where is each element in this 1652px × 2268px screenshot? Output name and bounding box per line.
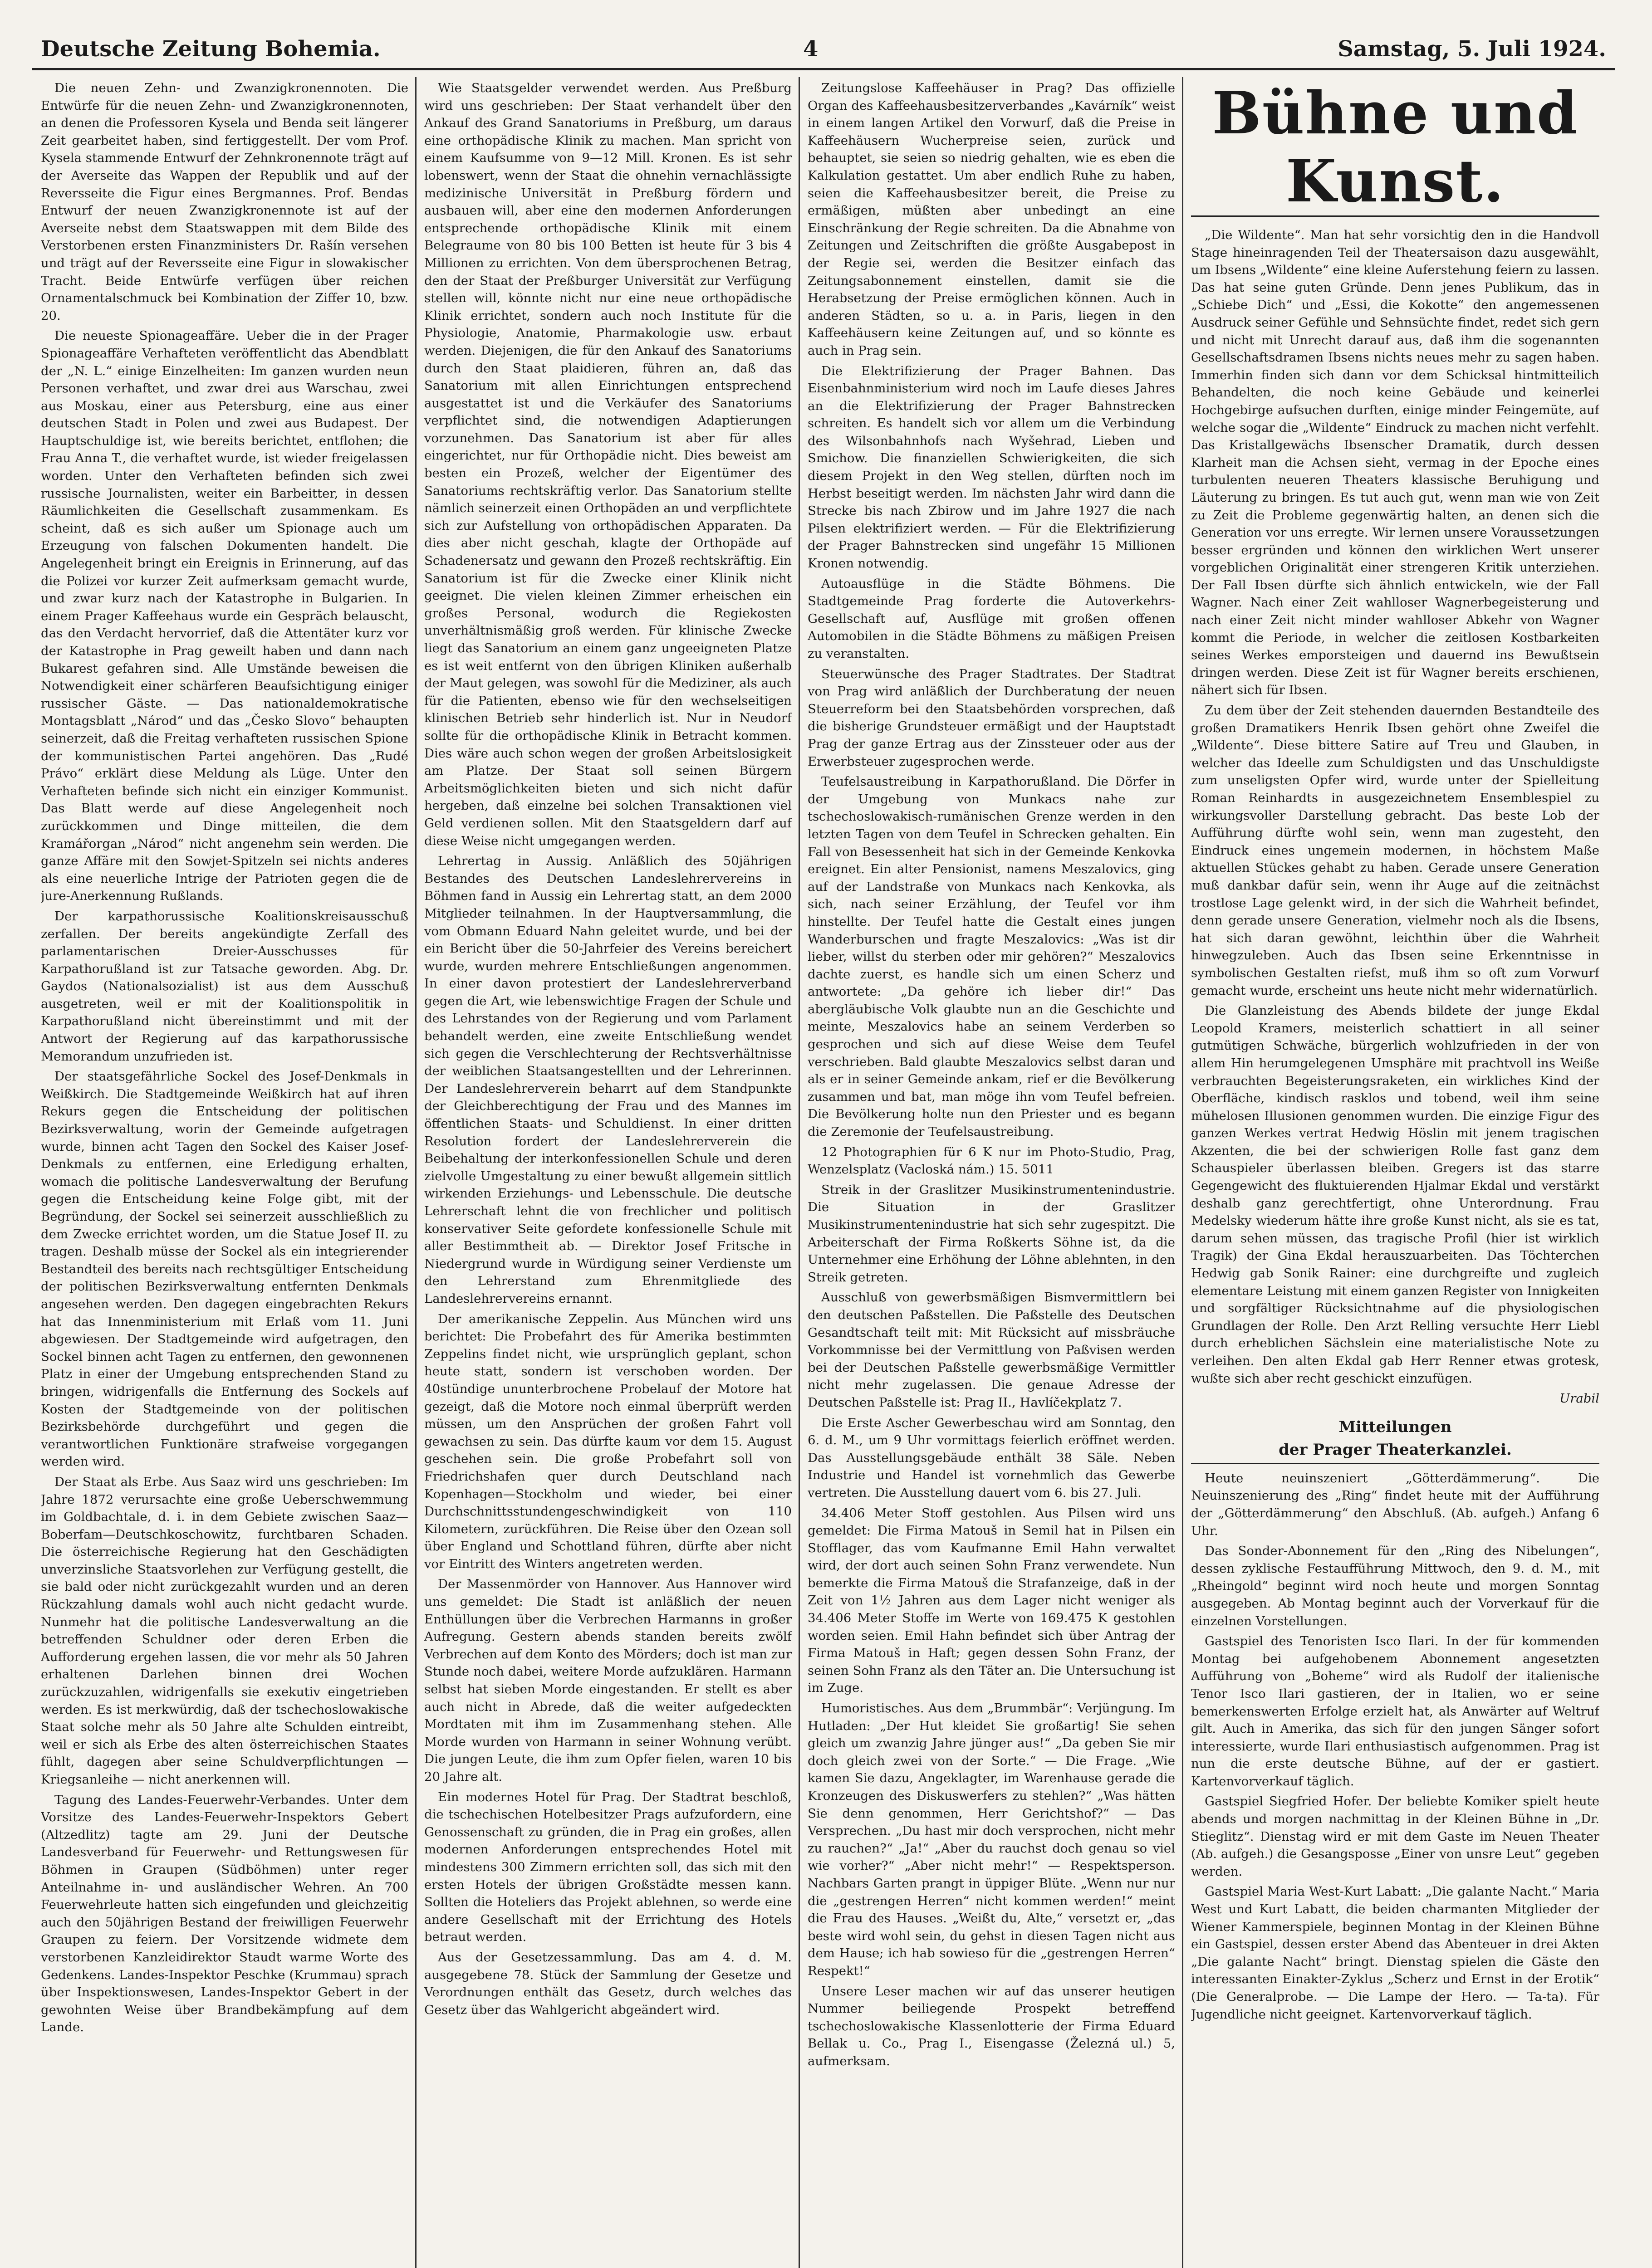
page-number: 4: [803, 36, 819, 62]
article: Der Massenmörder von Hannover. Aus Hannover wird uns gemeldet: Die Stadt ist anläßlich der neuen Enthüllungen über die Verbrechen Harmanns in großer Aufregung. Gestern abends standen bereits zwölf Verbrechen auf dem Konto des Mörders; doch ist man zur Stunde noch dabei, weitere Morde aufzuklären. Harmann selbst hat sieben Morde eingestanden. Er stellt es aber auch nicht in Abrede, daß die weiter aufgedeckten Mordtaten mit ihm im Zusammenhang stehen. Alle Morde wurden von Harmann in seiner Wohnung verübt. Die jungen Leute, die ihm zum Opfer fielen, waren 10 bis 20 Jahre alt.: [424, 1577, 792, 1784]
article: Tagung des Landes-Feuerwehr-Verbandes. Unter dem Vorsitze des Landes-Feuerwehr-Inspektors Gebert (Altzedlitz) tagte am 29. Juni der Deutsche Landesverband für Feuerwehr- und Rettungswesen für Böhmen in Graupen (Südböhmen) unter reger Anteilnahme in- und ausländischer Wehren. An 700 Feuerwehrleute hatten sich eingefunden und gleichzeitig auch den 50jährigen Bestand der freiwilligen Feuerwehr Graupen zu feiern. Der Vorsitzende widmete dem verstorbenen Kanzleidirektor Staudt warme Worte des Gedenkens. Landes-Inspektor Peschke (Krummau) sprach über Inspektionswesen, Landes-Inspektor Gebert in der gewohnten Weise über Brandbekämpfung auf dem Lande.: [41, 1792, 408, 2035]
column-4: [1191, 79, 1599, 2268]
article: Der staatsgefährliche Sockel des Josef-Denkmals in Weißkirch. Die Stadtgemeinde Weißkirch hat auf ihren Rekurs gegen die Entscheidung der politischen Bezirksverwaltung, worin der Gemeinde aufgetragen wurde, binnen acht Tagen den Sockel des Kaiser Josef-Denkmals zu entfernen, eine Erledigung erhalten, womach die politische Landesverwaltung der Berufung gegen die Entscheidung keine Folge gibt, mit der Begründung, der Sockel sei seinerzeit ausschließlich zu dem Zwecke errichtet worden, um die Statue Josef II. zu tragen. Deshalb müsse der Sockel als ein integrierender Bestandteil des bereits nach rechtsgültiger Entscheidung der politischen Bezirksverwaltung entfernten Denkmals angesehen werden. Den dagegen eingebrachten Rekurs hat das Innenministerium mit Erlaß vom 11. Juni abgewiesen. Der Stadtgemeinde wird aufgetragen, den Sockel binnen acht Tagen zu entfernen, den gewonnenen Platz in einer der Umgebung entsprechenden Stand zu bringen, widrigenfalls die Entfernung des Sockels auf Kosten der Stadtgemeinde von der politischen Bezirksbehörde durchgeführt und gegen die verantwortlichen Funktionäre strafweise vorgegangen werden wird.: [41, 1069, 408, 1469]
column-2: [424, 79, 792, 2268]
article: Der karpathorussische Koalitionskreisausschuß zerfallen. Der bereits angekündigte Zerfall des parlamentarischen Dreier-Ausschusses für Karpathorußland ist zur Tatsache geworden. Abg. Dr. Gaydos (Nationalsozialist) ist aus dem Ausschuß ausgetreten, weil er mit der Koalitionspolitik in Karpathorußland nicht übereinstimmt und mit der Antwort der Regierung auf das karpathorussische Memorandum unzufrieden ist.: [41, 909, 408, 1064]
column-divider: [1182, 77, 1183, 2268]
article: Aus der Gesetzessammlung. Das am 4. d. M. ausgegebene 78. Stück der Sammlung der Gesetze und Verordnungen enthält das Gesetz, durch welches das Gesetz über das Wahlgericht abgeändert wird.: [424, 1950, 792, 2017]
article: Heute neuinszeniert „Götterdämmerung“. Die Neuinszenierung des „Ring“ findet heute mit der Aufführung der „Götterdämmerung“ den Abschluß. (Ab. aufgeh.) Anfang 6 Uhr.: [1191, 1471, 1599, 1538]
article: Ein modernes Hotel für Prag. Der Stadtrat beschloß, die tschechischen Hotelbesitzer Prags aufzufordern, eine Genossenschaft zu gründen, die in Prag ein großes, allen modernen Anforderungen entsprechendes Hotel mit mindestens 300 Zimmern errichten soll, das sich mit den ersten Hotels der übrigen Großstädte messen kann. Sollten die Hoteliers das Projekt ablehnen, so werde eine andere Gesellschaft mit der Errichtung des Hotels betraut werden.: [424, 1789, 792, 1945]
issue-date: Samstag, 5. Juli 1924.: [1338, 36, 1606, 62]
article: Unsere Leser machen wir auf das unserer heutigen Nummer beiliegende Prospekt betreffend tschechoslowakische Klassenlotterie der Firma Eduard Bellak u. Co., Prag I., Eisengasse (Železná ul.) 5, aufmerksam.: [808, 1984, 1175, 2068]
article: Teufelsaustreibung in Karpathorußland. Die Dörfer in der Umgebung von Munkacs nahe zur tschechoslowakisch-rumänischen Grenze werden in den letzten Tagen von dem Teufel in Schrecken gehalten. Ein Fall von Besessenheit hat sich in der Gemeinde Kenkovka ereignet. Ein alter Pensionist, namens Meszalovics, ging auf der Landstraße von Munkacs nach Kenkovka, als sich, nach seiner Erzählung, der Teufel vor ihm hinstellte. Der Teufel hatte die Gestalt eines jungen Wanderburschen und fragte Meszalovics: „Was ist dir lieber, willst du sterben oder mir gehören?“ Meszalovics dachte zuerst, es handle sich um einen Scherz und antwortete: „Da gehöre ich lieber dir!“ Das abergläubische Volk glaubte nun an die Geschichte und meinte, Meszalovics habe an seinem Verderben so gesprochen und sich auf diese Weise dem Teufel verschrieben. Bald glaubte Meszalovics selbst daran und als er in seiner Gemeinde ankam, rief er die Bevölkerung zusammen und bat, man möge ihn vom Teufel befreien. Die Bevölkerung holte nun den Priester und es begann die Zeremonie der Teufelsaustreibung.: [808, 774, 1175, 1139]
article: Gastspiel Maria West-Kurt Labatt: „Die galante Nacht.“ Maria West und Kurt Labatt, die beiden charmanten Mitglieder der Wiener Kammerspiele, beginnen Montag in der Kleinen Bühne ein Gastspiel, dessen erster Abend das Abenteuer in drei Akten „Die galante Nacht“ bringt. Dienstag spielen die Gäste den interessanten Einakter-Zyklus „Scherz und Ernst in der Erotik“ (Die Generalprobe. — Die Lampe der Hero. — Ta-ta). Für Jugendliche nicht geeignet. Kartenvorverkauf täglich.: [1191, 1884, 1599, 2022]
article: Autoausflüge in die Städte Böhmens. Die Stadtgemeinde Prag forderte die Autoverkehrs-Gesellschaft auf, Ausflüge mit großen offenen Automobilen in die Städte Böhmens zu mäßigen Preisen zu veranstalten.: [808, 576, 1175, 661]
article: Zu dem über der Zeit stehenden dauernden Bestandteile des großen Dramatikers Henrik Ibsen gehört ohne Zweifel die „Wildente“. Diese bittere Satire auf Treu und Glauben, in welcher das Ideelle zum Schuldigsten und das Unschuldigste zum unseligsten Opfer wird, wurde unter der Spielleitung Roman Reinhardts in ausgezeichnetem Ensemblespiel zu wirkungsvoller Darstellung gebracht. Das beste Lob der Aufführung dürfte wohl sein, wenn man zugesteht, den Eindruck eines ungemein modernen, in höchstem Maße aktuellen Stückes gehabt zu haben. Gerade unsere Generation muß dankbar dafür sein, wenn ihr Auge auf die zeitnächst trostlose Lage gelenkt wird, in der sich die Wahrheit befindet, denn gerade unsere Generation, vielmehr noch als die Ibsens, hat sich daran gewöhnt, leichthin über die Wahrheit hinwegzuleben. Auch das Ibsen seine Erkenntnisse in symbolischen Gestalten riefst, muß ihm so oft zum Vorwurf gemacht wurde, erscheint uns heute nicht mehr widernatürlich.: [1191, 703, 1599, 998]
section-title: Bühne und Kunst.: [1191, 79, 1599, 217]
article: „Die Wildente“. Man hat sehr vorsichtig den in die Handvoll Stage hineinragenden Teil der Theatersaison dazu ausgewählt, um Ibsens „Wildente“ eine kleine Auferstehung feiern zu lassen. Das hat seine guten Gründe. Denn jenes Publikum, das in „Schiebe Dich“ und „Essi, die Kokotte“ den angemessenen Ausdruck seiner Gefühle und Sehnsüchte findet, redet sich gern und nicht mit Unrecht darauf aus, daß ihm die sogenannten Gesellschaftsdramen Ibsens nichts neues mehr zu sagen haben. Immerhin finden sich dann vor dem Schicksal hintmitteilich Behandelten, die noch keine Gebäude und keinerlei Hochgebirge aufsuchen durften, einige minder Feingemüte, auf welche sogar die „Wildente“ Eindruck zu machen nicht verfehlt. Das Kristallgewächs Ibsenscher Dramatik, durch dessen Klarheit man die Achsen sieht, vermag in der Epoche eines turbulenten neueren Theaters klassische Beruhigung und Läuterung zu bringen. Es tut auch gut, wenn man wie von Zeit zu Zeit die Probleme gegenwärtig halten, an denen sich die Generation vor uns erregte. Wir lernen unsere Voraussetzungen besser ergründen und können den wirklichen Wert unserer vorgeblichen Originalität einer strengeren Kritik unterziehen. Der Fall Ibsen dürfte sich ähnlich entwickeln, wie der Fall Wagner. Nach einer Zeit wahlloser Wagnerbegeisterung und nach einer Zeit nicht minder wahlloser Abkehr von Wagner kommt die Periode, in welcher die zeitlosen Kostbarkeiten seines Werkes emporsteigen und dauernd ins Bewußtsein dringen werden. Diese Zeit ist für Wagner bereits erschienen, nähert sich für Ibsen.: [1191, 228, 1599, 698]
subsection-title: Mitteilungen: [1338, 1418, 1452, 1436]
article: Die Erste Ascher Gewerbeschau wird am Sonntag, den 6. d. M., um 9 Uhr vormittags feierlich eröffnet werden. Das Ausstellungsgebäude enthält 38 Säle. Neben Industrie und Handel ist vornehmlich das Gewerbe vertreten. Die Ausstellung dauert vom 6. bis 27. Juli.: [808, 1415, 1175, 1500]
article: Die Elektrifizierung der Prager Bahnen. Das Eisenbahnministerium wird noch im Laufe dieses Jahres an die Elektrifizierung der Prager Bahnstrecken schreiten. Es handelt sich vor allem um die Verbindung des Wilsonbahnhofs nach Wyšehrad, Lieben und Smichow. Die finanziellen Schwierigkeiten, die sich diesem Projekt in den Weg stellen, dürften noch im Herbst beseitigt werden. Im nächsten Jahr wird dann die Strecke bis nach Zbirow und im Jahre 1927 die nach Pilsen elektrifiziert werden. — Für die Elektrifizierung der Prager Bahnstrecken sind ungefähr 15 Millionen Kronen notwendig.: [808, 363, 1175, 571]
article: 34.406 Meter Stoff gestohlen. Aus Pilsen wird uns gemeldet: Die Firma Matouš in Semil hat in Pilsen ein Stofflager, das vom Kaufmanne Emil Hahn verwaltet wird, der dort auch seinen Sohn Franz verwendete. Nun bemerkte die Firma Matouš die Strafanzeige, daß in der Zeit von 1½ Jahren aus dem Lager nicht weniger als 34.406 Meter Stoffe im Werte von 169.475 K gestohlen worden seien. Emil Hahn befindet sich über Antrag der Firma Matouš in Haft; gegen dessen Sohn Franz, der seinen Sohn Franz als den Täter an. Die Untersuchung ist im Zuge.: [808, 1505, 1175, 1696]
newspaper-page: [32, 27, 1615, 2268]
article: Die Glanzleistung des Abends bildete der junge Ekdal Leopold Kramers, meisterlich schattiert in all seiner gutmütigen Schwäche, bürgerlich wohlzufrieden in der von allem Hin herumgelegenen Umsphäre mit prachtvoll ins Weiße verbrauchten Begeisterungsraketen, ein wirkliches Kind der Oberfläche, kindisch rasklos und tobend, weil ihm seine mühelosen Illusionen genommen wurden. Die einzige Figur des ganzen Werkes vertrat Hedwig Höslin mit jenem tragischen Akzenten, die bei der schwierigen Rolle fast ganz dem Schauspieler überlassen bleiben. Gregers ist das starre Gegengewicht des fluktuierenden Hjalmar Ekdal und verstärkt deshalb ganz gerechtfertigt, ohne Unterordnung. Frau Medelsky wiederum hätte ihre große Kunst nicht, als sie es tat, darum sehen müssen, das tragische Profil (hier ist wirklich Tragik) der Gina Ekdal herauszuarbeiten. Das Töchterchen Hedwig gab Sonik Rainer: eine durchgreifte und zugleich elementare Leistung mit einem ganzen Register von Innigkeiten und sorgfältiger Rücksichtnahme auf die physiologischen Grundlagen der Rolle. Den Arzt Relling versuchte Herr Liebl durch erheblichen Sächslein eine materialistische Note zu verleihen. Den alten Ekdal gab Herr Renner etwas grotesk, wußte sich aber recht geschickt einzufügen.: [1191, 1003, 1599, 1386]
article: Der Staat als Erbe. Aus Saaz wird uns geschrieben: Im Jahre 1872 verursachte eine große Ueberschwemmung im Goldbachtale, d. i. in dem Gebiete zwischen Saaz—Boberfam—Deutschkoschowitz, furchtbaren Schaden. Die österreichische Regierung hat den Geschädigten unverzinsliche Staatsvorlehen zur Verfügung gestellt, die sie bald oder nicht zurückgezahlt wurden und an deren Rückzahlung damals wohl auch nicht gedacht wurde. Nunmehr hat die politische Landesverwaltung an die betreffenden Schuldner oder deren Erben die Aufforderung ergehen lassen, die vor mehr als 50 Jahren erhaltenen Darlehen binnen drei Wochen zurückzuzahlen, widrigenfalls sie exekutiv eingetrieben werden. Es ist merkwürdig, daß der tschechoslowakische Staat solche mehr als 50 Jahre alte Schulden eintreibt, weil er sich als Erbe des alten österreichischen Staates fühlt, dagegen aber seine Schuldverpflichtungen — Kriegsanleihe — nicht anerkennen will.: [41, 1474, 408, 1787]
article: Wie Staatsgelder verwendet werden. Aus Preßburg wird uns geschrieben: Der Staat verhandelt über den Ankauf des Grand Sanatoriums in Preßburg, um daraus eine orthopädische Klinik zu machen. Man spricht von einem Kaufsumme von 9—12 Mill. Kronen. Es ist sehr lobenswert, wenn der Staat die ohnehin vernachlässigte medizinische Universität in Preßburg fördern und ausbauen will, aber eine den modernen Anforderungen entsprechende orthopädische Klinik mit einem Belegraume von 80 bis 100 Betten ist heute für 3 bis 4 Millionen zu errichten. Von dem übersprochenen Betrag, den der Staat der Preßburger Universität zur Verfügung stellen will, könnte nicht nur eine neue orthopädische Klinik errichtet, sondern auch noch Institute für die Physiologie, Anatomie, Pharmakologie usw. erbaut werden. Diejenigen, die für den Ankauf des Sanatoriums durch den Staat plaidieren, führen an, daß das Sanatorium mit allen Einrichtungen entsprechend ausgestattet ist und die Verkäufer des Sanatoriums verpflichtet sind, die notwendigen Adaptierungen vorzunehmen. Das Sanatorium ist aber für alles eingerichtet, nur für Orthopädie nicht. Dies beweist am besten ein Prozeß, welcher der Eigentümer des Sanatoriums rechtskräftig verlor. Das Sanatorium stellte nämlich seinerzeit einen Orthopäden an und verpflichtete sich zur Aufstellung von orthopädischen Apparaten. Da dies aber nicht geschah, klagte der Orthopäde auf Schadenersatz und gewann den Prozeß rechtskräftig. Ein Sanatorium ist für die Zwecke einer Klinik nicht geeignet. Die vielen kleinen Zimmer erheischen ein großes Personal, wodurch die Regiekosten unverhältnismäßig groß werden. Für klinische Zwecke liegt das Sanatorium an einem ganz ungeeigneten Platze es ist weit entfernt von den übrigen Kliniken außerhalb der Maut gelegen, was sowohl für die Mediziner, als auch für die Patienten, ebenso wie für den wechselseitigen klinischen Betrieb sehr hinderlich ist. Nur in Neudorf sollte für die orthopädische Klinik in Betracht kommen. Dies wäre auch schon wegen der großen Arbeitslosigkeit am Platze. Der Staat soll seinen Bürgern Arbeitsmöglichkeiten bieten und sich nicht dafür hergeben, daß einzelne bei solchen Transaktionen viel Geld verdienen sollen. Mit den Staatsgeldern darf auf diese Weise nicht umgegangen werden.: [424, 81, 792, 848]
masthead: [32, 27, 1615, 70]
article: Das Sonder-Abonnement für den „Ring des Nibelungen“, dessen zyklische Festaufführung Mittwoch, den 9. d. M., mit „Rheingold“ beginnt wird noch heute und morgen Sonntag ausgegeben. Ab Montag beginnt auch der Vorverkauf für die einzelnen Vorstellungen.: [1191, 1544, 1599, 1628]
author-signature: Urabil: [1559, 1391, 1599, 1406]
article: Humoristisches. Aus dem „Brummbär“: Verjüngung. Im Hutladen: „Der Hut kleidet Sie großartig! Sie sehen gleich um zwanzig Jahre jünger aus!“ „Da geben Sie mir doch gleich zwei von der Sorte.“ — Die Frage. „Wie kamen Sie dazu, Angeklagter, im Warenhause gerade die Kronzeugen des Diskuswerfers zu stehlen?“ „Was hätten Sie denn genommen, Herr Gerichtshof?“ — Das Versprechen. „Du hast mir doch versprochen, nicht mehr zu rauchen?“ „Ja!“ „Aber du rauchst doch genau so viel wie vorher?“ „Aber nicht mehr!“ — Respektsperson. Nachbars Garten prangt in üppiger Blüte. „Wenn nur nur die „gestrengen Herren“ nicht kommen werden!“ meint die Frau des Hauses. „Weißt du, Alte,“ versetzt er, „das beste wird wohl sein, du gehst in diesen Tagen nicht aus dem Hause; ich hab sowieso für die „gestrengen Herren“ Respekt!“: [808, 1701, 1175, 1978]
advertisement: 12 Photographien für 6 K nur im Photo-Studio, Prag, Wenzelsplatz (Vacloská nám.) 15. 5011: [808, 1144, 1175, 1177]
column-1: [41, 79, 408, 2268]
column-3: [808, 79, 1175, 2268]
column-divider: [415, 77, 417, 2268]
article: Lehrertag in Aussig. Anläßlich des 50jährigen Bestandes des Deutschen Landeslehrervereins in Böhmen fand in Aussig ein Lehrertag statt, an dem 2000 Mitglieder teilnahmen. In der Hauptversammlung, die vom Obmann Eduard Nahn geleitet wurde, und bei der ein Bericht über die 50-Jahrfeier des Vereins bereichert wurde, wurden mehrere Entschließungen angenommen. In einer davon protestiert der Landeslehrerverband gegen die Art, wie lebenswichtige Fragen der Schule und des Lehrstandes von der Regierung und vom Parlament behandelt werden, eine zweite Entschließung wendet sich gegen die Verschlechterung der Rechtsverhältnisse der weiblichen Staatsangestellten und der Lehrerinnen. Der Landeslehrerverein beharrt auf dem Standpunkte der Gleichberechtigung der Frau und des Mannes im öffentlichen Staats- und Schuldienst. In einer dritten Resolution fordert der Landeslehrerverein die Beibehaltung der interkonfessionellen Schule und deren zielvolle Umgestaltung zu einer bewußt allgemein sittlich wirkenden Erziehungs- und Lebensschule. Die deutsche Lehrerschaft lehnt die von frechlicher und politisch konservativer Seite gefordete konfessionelle Schule mit aller Bestimmtheit ab. — Direktor Josef Fritsche in Niedergrund wurde in Würdigung seiner Verdienste um den Lehrerstand zum Ehrenmitgliede des Landeslehrervereins ernannt.: [424, 854, 792, 1306]
article: Zeitungslose Kaffeehäuser in Prag? Das offizielle Organ des Kaffeehausbesitzerverbandes „Kavárník“ weist in einem langen Artikel den Vorwurf, daß die Preise in Kaffeehäusern Wucherpreise seien, zurück und behauptet, sie seien so niedrig gehalten, wie es eben die Kalkulation gestattet. Um aber endlich Ruhe zu haben, seien die Kaffeehausbesitzer bereit, die Preise zu ermäßigen, müßten aber unbedingt an eine Einschränkung der Regie schreiten. Da die Abnahme von Zeitungen und Zeitschriften die größte Ausgabepost in der Regie sei, werden die Besitzer einfach das Zeitungsabonnement einstellen, damit sie die Herabsetzung der Preise ermöglichen können. Auch in anderen Städten, so u. a. in Paris, liegen in den Kaffeehäusern keine Zeitungen auf, und so könnte es auch in Prag sein.: [808, 81, 1175, 358]
article: Die neuen Zehn- und Zwanzigkronennoten. Die Entwürfe für die neuen Zehn- und Zwanzigkronennoten, an denen die Professoren Kysela und Benda seit längerer Zeit gearbeitet haben, sind fertiggestellt. Der vom Prof. Kysela stammende Entwurf der Zehnkronennote trägt auf der Averseite das Wappen der Republik und auf der Reversseite die Figur eines Bergmannes. Prof. Bendas Entwurf der neuen Zwanzigkronennote ist auf der Averseite nebst dem Staatswappen mit dem Bilde des Verstorbenen ersten Finanzministers Dr. Rašín versehen und trägt auf der Reversseite eine Figur in slowakischer Tracht. Beide Entwürfe verfügen über reichen Ornamentalschmuck bei Kombination der Ziffer 10, bzw. 20.: [41, 81, 408, 323]
article: Der amerikanische Zeppelin. Aus München wird uns berichtet: Die Probefahrt des für Amerika bestimmten Zeppelins findet nicht, wie ursprünglich geplant, schon heute statt, sondern ist verschoben worden. Der 40stündige ununterbrochene Probelauf der Motore hat gezeigt, daß die Motore noch einmal überprüft werden müssen, um den Ansprüchen der großen Fahrt voll gewachsen zu sein. Das dürfte kaum vor dem 15. August geschehen sein. Die große Probefahrt soll von Friedrichshafen quer durch Deutschland nach Kopenhagen—Stockholm und wieder, bei einer Durchschnittsstundengeschwindigkeit von 110 Kilometern, zurückführen. Die Reise über den Ozean soll über England und Schottland führen, dürfte aber nicht vor Eintritt des Winters angetreten werden.: [424, 1311, 792, 1571]
article: Gastspiel des Tenoristen Isco Ilari. In der für kommenden Montag bei aufgehobenem Abonnement angesetzten Aufführung von „Boheme“ wird als Rudolf der italienische Tenor Isco Ilari gastieren, der in Italien, wo er seine bemerkenswerten Erfolge erzielt hat, als Anwärter auf Weltruf gilt. Auch in Amerika, das sich für den jungen Sänger sofort interessierte, wurde Ilari enthusiastisch aufgenommen. Prag ist nun die erste deutsche Bühne, auf der er gastiert. Kartenvorverkauf täglich.: [1191, 1634, 1599, 1789]
article: Streik in der Graslitzer Musikinstrumentenindustrie. Die Situation in der Graslitzer Musikinstrumentenindustrie hat sich sehr zugespitzt. Die Arbeiterschaft der Firma Roßkerts Söhne ist, da die Unternehmer eine Erhöhung der Löhne ablehnten, in den Streik getreten.: [808, 1182, 1175, 1285]
article: Die neueste Spionageaffäre. Ueber die in der Prager Spionageaffäre Verhafteten veröffentlicht das Abendblatt der „N. L.“ einige Einzelheiten: Im ganzen wurden neun Personen verhaftet, und zwar drei aus Warschau, zwei aus Moskau, einer aus Petersburg, eine aus einer deutschen Stadt in Polen und zwei aus Budapest. Der Hauptschuldige ist, wie bereits berichtet, entflohen; die Frau Anna T., die verhaftet wurde, ist wieder freigelassen worden. Unter den Verhafteten befinden sich zwei russische Journalisten, weiter ein Barbeitter, in dessen Räumlichkeiten die Gesellschaft zusammenkam. Es scheint, daß es sich außer um Spionage auch um Erzeugung von falschen Dokumenten handelt. Die Angelegenheit bringt ein Ereignis in Erinnerung, auf das die Polizei vor kurzer Zeit aufmerksam gemacht wurde, und zwar kurz nach der Katastrophe in Bulgarien. In einem Prager Kaffeehaus wurde ein Gespräch belauscht, das den Verdacht hervorrief, daß die Attentäter kurz vor der Katastrophe in Prag geweilt haben und dann nach Bukarest gefahren sind. Alle Umstände beweisen die Notwendigkeit einer schärferen Beaufsichtigung einiger russischer Gäste. — Das nationaldemokratische Montagsblatt „Národ“ und das „Česko Slovo“ behaupten seinerzeit, daß die Freitag verhafteten russischen Spione der kommunistischen Partei angehören. Das „Rudé Právo“ erklärt diese Meldung als Lüge. Unter den Verhafteten befinde sich nicht ein einziger Kommunist. Das Blatt werde auf diese Angelegenheit noch zurückkommen und Dinge mitteilen, die dem Kramářorgan „Národ“ nicht angenehm sein werden. Die ganze Affäre mit den Sowjet-Spitzeln sei nichts anderes als eine neuerliche Intrige der Patrioten gegen die de jure-Anerkennung Rußlands.: [41, 328, 408, 904]
subsection-subtitle: der Prager Theaterkanzlei.: [1191, 1439, 1599, 1464]
article: Gastspiel Siegfried Hofer. Der beliebte Komiker spielt heute abends und morgen nachmittag in der Kleinen Bühne in „Dr. Stieglitz“. Dienstag wird er mit dem Gaste im Neuen Theater (Ab. aufgeh.) die Gesangsposse „Einer von unsre Leut“ gegeben werden.: [1191, 1794, 1599, 1879]
article: Steuerwünsche des Prager Stadtrates. Der Stadtrat von Prag wird anläßlich der Durchberatung der neuen Steuerreform bei den Staatsbehörden vorsprechen, daß die bisherige Grundsteuer ermäßigt und der Hauptstadt Prag der ganze Ertrag aus der Zinssteuer oder aus der Erwerbsteuer zugesprochen werde.: [808, 666, 1175, 769]
paper-name: Deutsche Zeitung Bohemia.: [41, 36, 381, 62]
article: Ausschluß von gewerbsmäßigen Bismvermittlern bei den deutschen Paßstellen. Die Paßstelle des Deutschen Gesandtschaft teilt mit: Mit Rücksicht auf missbräuche Vorkommnisse bei der Vermittlung von Paßvisen werden bei der Deutschen Paßstelle gewerbsmäßige Vermittler nicht mehr zugelassen. Die genaue Adresse der Deutschen Paßstelle ist: Prag II., Havlíčekplatz 7.: [808, 1290, 1175, 1410]
column-divider: [799, 77, 800, 2268]
